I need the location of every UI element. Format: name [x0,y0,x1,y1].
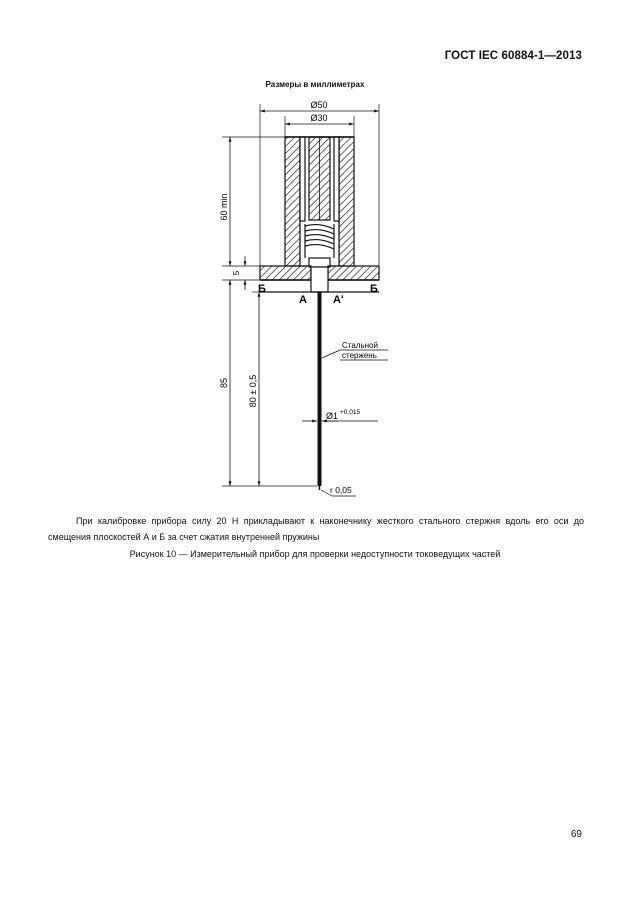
page-number: 69 [570,829,582,840]
bushing [309,258,330,267]
figure-title: Рисунок 10 — Измерительный прибор для проверки недоступности токоведущих частей [129,549,501,559]
calibration-description: При калибровке прибора силу 20 Н прикладывают к наконечнику жесткого стального стержня вдоль его оси до смещения плоскостей А и Б за счет сжатия внутренней пружины [48,516,584,542]
rod-label-line2: стержень [342,351,377,360]
dimension-flange: 5 [232,270,241,276]
label-plane-a-prime: А' [333,294,344,306]
dimension-height-min: 60 min [219,193,229,221]
units-note: Размеры в миллиметрах [265,80,365,89]
dimension-total-length: 85 [219,377,229,389]
rod-leader-line [322,350,340,358]
rod-diameter: Ø1 [326,411,339,421]
document-header: ГОСТ IEC 60884-1—2013 [444,50,582,62]
dimension-inner-diameter: Ø30 [310,113,328,123]
dimension-outer-diameter: Ø50 [310,100,328,110]
steel-rod [318,292,322,486]
tip-radius: r 0,05 [330,485,352,495]
probe-body [285,137,354,266]
dimension-rod-length: 80 ± 0,5 [248,374,258,408]
rod-label-line1: Стальной [342,341,378,350]
rod-head [311,267,328,292]
label-plane-b-right: Б [370,283,378,295]
rod-tolerance: +0,015 [340,409,361,416]
label-plane-b-left: Б [258,283,266,295]
label-plane-a: А [299,294,307,306]
